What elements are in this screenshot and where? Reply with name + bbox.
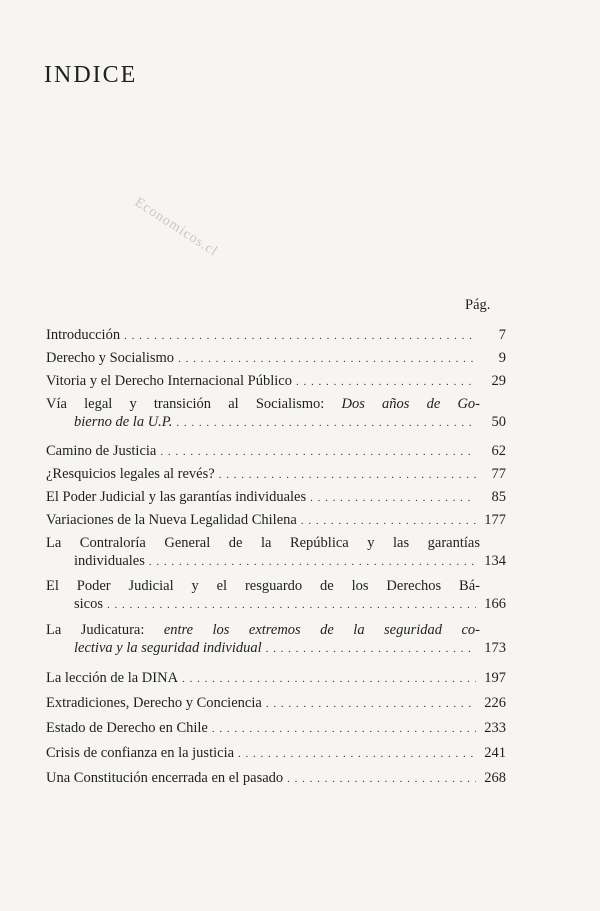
toc-entry-title-continued: lectiva y la seguridad individual <box>74 640 262 656</box>
toc-entry-title: Variaciones de la Nueva Legalidad Chilena <box>46 512 297 528</box>
dot-leader <box>238 745 476 763</box>
toc-entry[interactable] <box>46 744 506 769</box>
toc-entry-page: 177 <box>484 512 506 528</box>
toc-entry-title: Estado de Derecho en Chile <box>46 720 208 736</box>
dot-leader <box>182 670 476 688</box>
dot-leader <box>266 695 476 713</box>
toc-entry[interactable] <box>46 465 506 488</box>
toc-entry-title: Crisis de confianza en la justicia <box>46 745 235 761</box>
toc-entry-page: 85 <box>491 489 506 505</box>
toc-entry-title: Camino de Justicia <box>46 443 157 459</box>
toc-entry-title: Derecho y Socialismo <box>46 350 175 366</box>
toc-entry[interactable] <box>46 621 506 669</box>
toc-entry-page: 77 <box>491 466 506 482</box>
dot-leader <box>219 466 476 484</box>
dot-leader <box>212 720 476 738</box>
toc-entry-title: Vitoria y el Derecho Internacional Público <box>46 373 292 389</box>
dot-leader <box>149 553 476 571</box>
toc-entry[interactable] <box>46 769 506 794</box>
watermark: Economicos.cl <box>131 195 221 260</box>
toc-entry-page: 9 <box>498 350 506 366</box>
toc-entry-title: El Poder Judicial y el resguardo de los Derechos Bá- <box>46 578 480 594</box>
toc-entry-page: 173 <box>484 640 506 656</box>
toc-entry[interactable] <box>46 577 506 621</box>
toc-entry-title: Vía legal y transición al Socialismo: Dos años de Go- <box>46 396 480 412</box>
toc-entry[interactable] <box>46 395 506 442</box>
dot-leader <box>178 350 476 368</box>
toc-entry-title: La lección de la DINA <box>46 670 179 686</box>
toc-entry-title: Extradiciones, Derecho y Conciencia <box>46 695 262 711</box>
dot-leader <box>296 373 476 391</box>
toc-entry[interactable] <box>46 669 506 694</box>
toc-entry[interactable] <box>46 511 506 534</box>
toc-entry[interactable] <box>46 442 506 465</box>
toc-entry-page: 241 <box>484 745 506 761</box>
toc-entry[interactable] <box>46 372 506 395</box>
toc-entry-page: 7 <box>498 327 506 343</box>
toc-entry-page: 62 <box>491 443 506 459</box>
toc-entry-page: 134 <box>484 553 506 569</box>
toc-entry[interactable] <box>46 534 506 577</box>
toc-entry-title: ¿Resquicios legales al revés? <box>46 466 215 482</box>
toc-entry-page: 166 <box>484 596 506 612</box>
dot-leader <box>176 414 476 432</box>
dot-leader <box>287 770 476 788</box>
table-of-contents <box>46 326 506 794</box>
toc-entry-title-continued: bierno de la U.P. <box>74 414 173 430</box>
toc-entry-title: El Poder Judicial y las garantías individuales <box>46 489 307 505</box>
page-title: INDICE <box>44 62 138 88</box>
toc-entry[interactable] <box>46 694 506 719</box>
toc-entry-page: 226 <box>484 695 506 711</box>
toc-entry-page: 29 <box>491 373 506 389</box>
toc-entry-page: 233 <box>484 720 506 736</box>
page-column-header: Pág. <box>465 297 491 313</box>
dot-leader <box>310 489 476 507</box>
toc-entry[interactable] <box>46 719 506 744</box>
toc-entry-title: Introducción <box>46 327 121 343</box>
dot-leader <box>160 443 476 461</box>
toc-entry-title: Una Constitución encerrada en el pasado <box>46 770 284 786</box>
dot-leader <box>107 596 476 614</box>
toc-entry[interactable] <box>46 349 506 372</box>
toc-entry-page: 268 <box>484 770 506 786</box>
toc-entry-title: La Judicatura: entre los extremos de la seguridad co- <box>46 622 480 638</box>
toc-entry-title: La Contraloría General de la República y las garantías <box>46 535 480 551</box>
dot-leader <box>301 512 476 530</box>
dot-leader <box>266 640 476 658</box>
toc-entry-title-continued: individuales <box>74 553 145 569</box>
dot-leader <box>124 327 476 345</box>
toc-entry-page: 197 <box>484 670 506 686</box>
toc-entry-page: 50 <box>491 414 506 430</box>
toc-entry[interactable] <box>46 488 506 511</box>
toc-entry-title-continued: sicos <box>74 596 103 612</box>
toc-entry[interactable] <box>46 326 506 349</box>
